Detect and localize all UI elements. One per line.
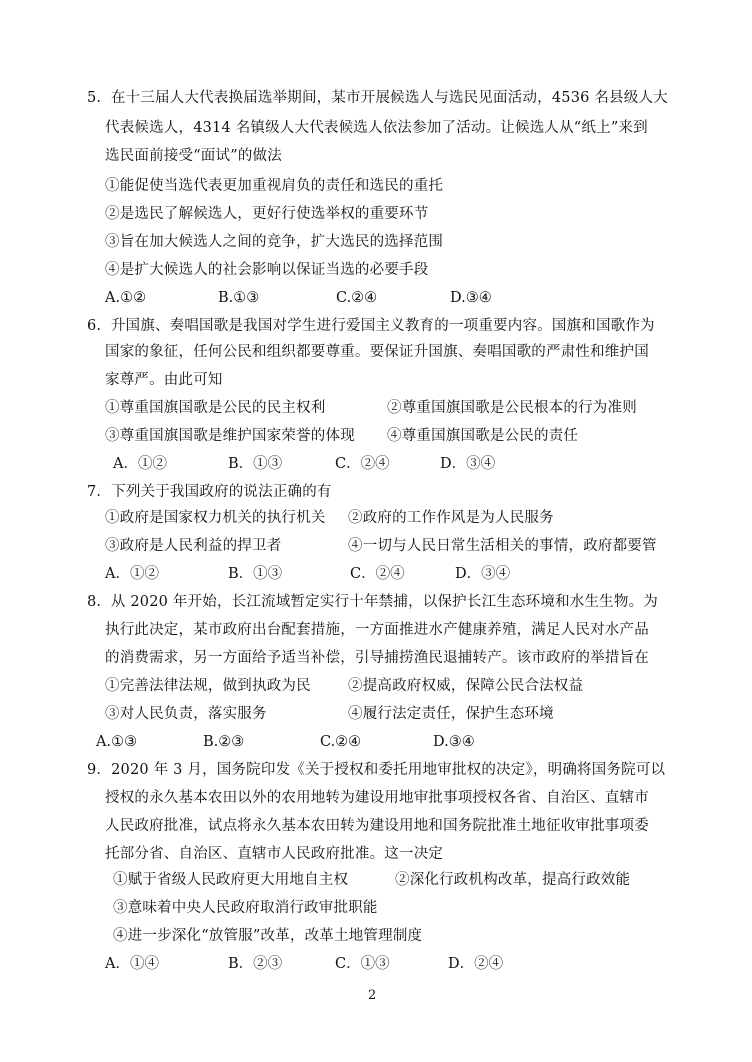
q5-stem-line-1: 5. 在十三届人大代表换届选举期间，某市开展候选人与选民见面活动，4536 名县级人大 [87,90,668,106]
q8-stem-line-2: 执行此决定，某市政府出台配套措施，一方面推进水产健康养殖，满足人民对水产品 [105,622,649,638]
q5-choice-b: B.①③ [218,290,260,306]
q8-item-1: ①完善法律法规，做到执政为民 [105,678,311,694]
q7-item-1: ①政府是国家权力机关的执行机关 [105,510,326,526]
q6-item-2: ②尊重国旗国歌是公民根本的行为准则 [387,400,637,416]
q9-stem-line-1: 9．2020 年 3 月，国务院印发《关于授权和委托用地审批权的决定》，明确将国务院可以 [87,762,666,778]
q9-choice-d: D．②④ [448,956,504,972]
q9-choice-b: B．②③ [228,956,283,972]
q6-stem-line-3: 家尊严。由此可知 [105,372,223,388]
q8-item-4: ④履行法定责任，保护生态环境 [348,706,554,722]
q8-stem-line-1: 8. 从 2020 年开始，长江流域暂定实行十年禁捕，以保护长江生态环境和水生生物。为 [87,594,658,610]
q6-item-3: ③尊重国旗国歌是维护国家荣誉的体现 [105,428,355,444]
q5-stem-line-3: 选民面前接受“面试”的做法 [105,148,282,164]
q7-item-3: ③政府是人民利益的捍卫者 [105,538,282,554]
q6-choice-b: B．①③ [228,456,283,472]
q6-item-4: ④尊重国旗国歌是公民的责任 [387,428,579,444]
q6-choice-a: A．①② [113,456,167,472]
q5-stem-line-2: 代表候选人，4314 名镇级人大代表候选人依法参加了活动。让候选人从“纸上”来到 [105,120,648,136]
q5-choice-d: D.③④ [450,290,492,306]
q5-item-1: ①能促使当选代表更加重视肩负的责任和选民的重托 [105,178,444,194]
q7-choice-b: B．①③ [228,566,283,582]
q8-choice-a: A.①③ [96,734,138,750]
q9-item-3: ③意味着中央人民政府取消行政审批职能 [113,900,378,916]
q5-item-2: ②是选民了解候选人，更好行使选举权的重要环节 [105,206,429,222]
q9-stem-line-2: 授权的永久基本农田以外的农用地转为建设用地审批事项授权各省、自治区、直辖市 [105,790,649,806]
q7-choice-a: A．①② [105,566,159,582]
q8-item-3: ③对人民负责，落实服务 [105,706,267,722]
q8-item-2: ②提高政府权威，保障公民合法权益 [348,678,584,694]
q8-choice-d: D.③④ [433,734,475,750]
q5-item-3: ③旨在加大候选人之间的竞争，扩大选民的选择范围 [105,234,444,250]
q9-stem-line-3: 人民政府批准，试点将永久基本农田转为建设用地和国务院批准土地征收审批事项委 [105,818,649,834]
q7-item-2: ②政府的工作作风是为人民服务 [348,510,554,526]
q6-stem-line-1: 6. 升国旗、奏唱国歌是我国对学生进行爱国主义教育的一项重要内容。国旗和国歌作为 [87,318,655,334]
q5-choice-c: C.②④ [336,290,378,306]
q5-choice-a: A.①② [105,290,147,306]
q6-choice-d: D．③④ [440,456,496,472]
q9-item-1: ①赋于省级人民政府更大用地自主权 [113,872,349,888]
q6-choice-c: C．②④ [335,456,390,472]
q9-stem-line-4: 托部分省、自治区、直辖市人民政府批准。这一决定 [105,846,444,862]
q9-choice-a: A．①④ [105,956,159,972]
q8-choice-b: B.②③ [203,734,245,750]
q7-choice-c: C．②④ [350,566,405,582]
q7-item-4: ④一切与人民日常生活相关的事情，政府都要管 [348,538,657,554]
q6-item-1: ①尊重国旗国歌是公民的民主权利 [105,400,326,416]
q6-stem-line-2: 国家的象征，任何公民和组织都要尊重。要保证升国旗、奏唱国歌的严肃性和维护国 [105,344,649,360]
q5-item-4: ④是扩大候选人的社会影响以保证当选的必要手段 [105,262,429,278]
q7-choice-d: D．③④ [455,566,511,582]
q9-item-2: ②深化行政机构改革，提高行政效能 [395,872,631,888]
q8-choice-c: C.②④ [320,734,362,750]
q9-item-4: ④进一步深化“放管服”改革，改革土地管理制度 [113,928,423,944]
page-number: 2 [368,988,377,1003]
q7-stem-line-1: 7．下列关于我国政府的说法正确的有 [87,484,332,500]
q8-stem-line-3: 的消费需求，另一方面给予适当补偿，引导捕捞渔民退捕转产。该市政府的举措旨在 [105,650,649,666]
q9-choice-c: C．①③ [335,956,390,972]
